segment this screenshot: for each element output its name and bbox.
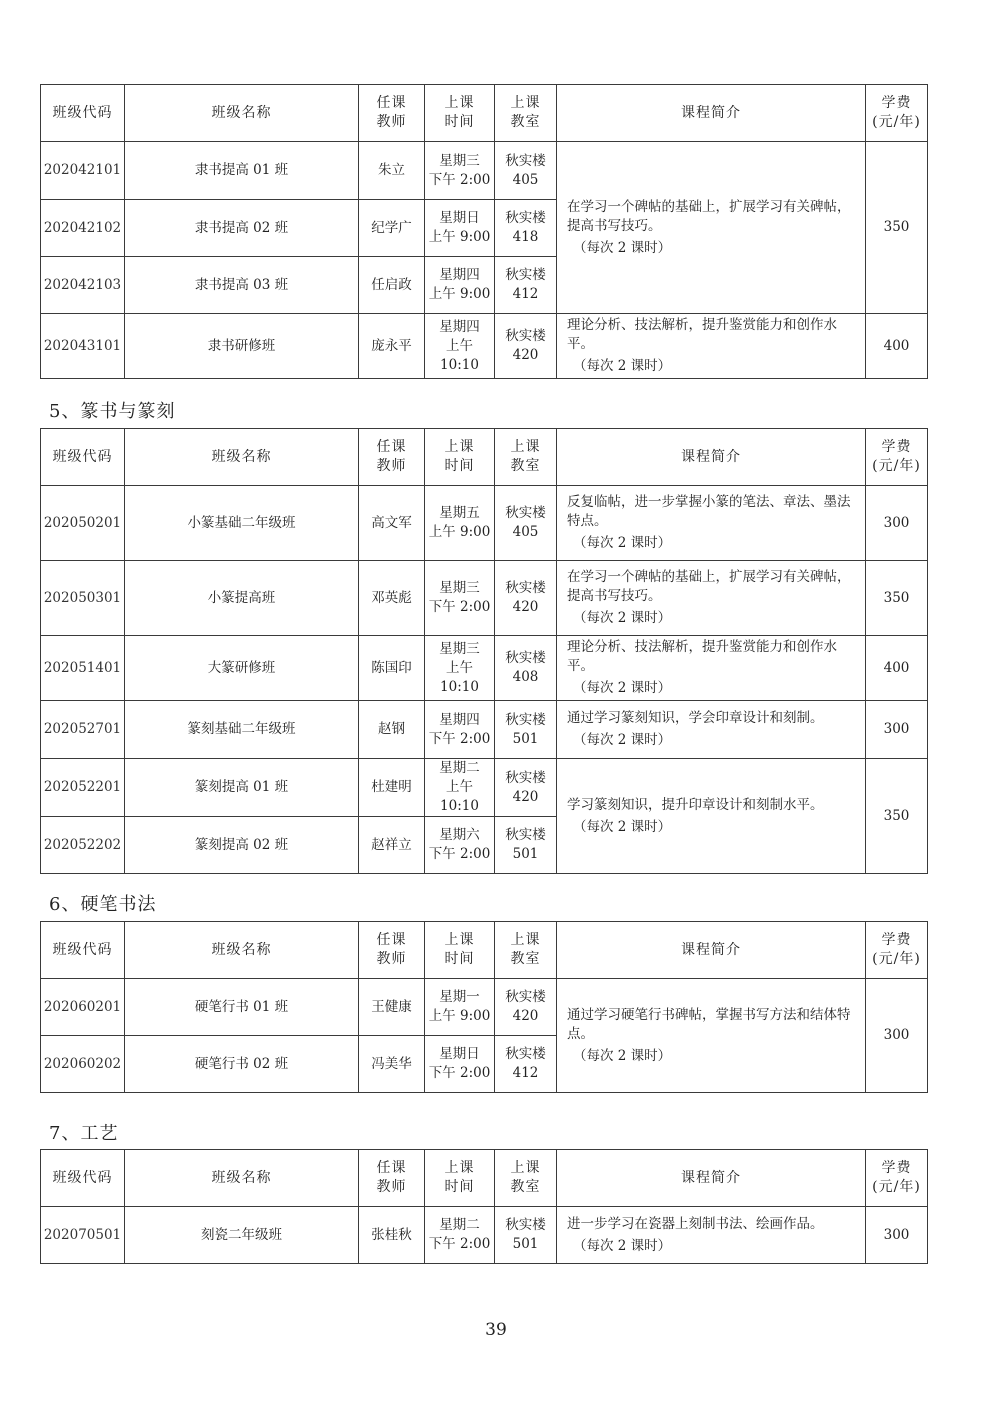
teacher: 高文军 <box>359 486 425 561</box>
teacher: 庞永平 <box>359 314 425 379</box>
class-time: 星期六 下午 2:00 <box>425 817 495 874</box>
header-room: 上课 教室 <box>495 1150 557 1207</box>
header-time: 上课 时间 <box>425 1150 495 1207</box>
table-row <box>41 142 928 200</box>
header-desc: 课程简介 <box>557 85 866 142</box>
class-code: 202042103 <box>41 257 125 314</box>
course-description: 理论分析、技法解析，提升鉴赏能力和创作水平。 （每次 2 课时） <box>557 314 866 379</box>
class-name: 大篆研修班 <box>125 636 359 701</box>
class-name: 隶书研修班 <box>125 314 359 379</box>
table-gongyi <box>40 1149 928 1264</box>
class-code: 202052202 <box>41 817 125 874</box>
header-fee: 学费 (元/年) <box>866 85 928 142</box>
header-teacher: 任课 教师 <box>359 85 425 142</box>
teacher: 冯美华 <box>359 1036 425 1093</box>
course-description: 反复临帖，进一步掌握小篆的笔法、章法、墨法特点。 （每次 2 课时） <box>557 486 866 561</box>
header-name: 班级名称 <box>125 922 359 979</box>
class-name: 小篆基础二年级班 <box>125 486 359 561</box>
table-yingbi <box>40 921 928 1093</box>
teacher: 张桂秋 <box>359 1207 425 1264</box>
header-desc: 课程简介 <box>557 429 866 486</box>
course-description: 学习篆刻知识，提升印章设计和刻制水平。 （每次 2 课时） <box>557 759 866 874</box>
class-name: 篆刻提高 01 班 <box>125 759 359 817</box>
tuition-fee: 300 <box>866 1207 928 1264</box>
class-code: 202042102 <box>41 200 125 257</box>
header-code: 班级代码 <box>41 429 125 486</box>
class-name: 小篆提高班 <box>125 561 359 636</box>
course-description: 在学习一个碑帖的基础上，扩展学习有关碑帖，提高书写技巧。 （每次 2 课时） <box>557 561 866 636</box>
class-time: 星期四 上午 9:00 <box>425 257 495 314</box>
class-time: 星期五 上午 9:00 <box>425 486 495 561</box>
table-lishu <box>40 84 928 379</box>
header-room: 上课 教室 <box>495 922 557 979</box>
header-code: 班级代码 <box>41 922 125 979</box>
header-time: 上课 时间 <box>425 922 495 979</box>
class-name: 篆刻基础二年级班 <box>125 701 359 759</box>
table-row <box>41 561 928 636</box>
classroom: 秋实楼 420 <box>495 314 557 379</box>
header-fee: 学费 (元/年) <box>866 429 928 486</box>
classroom: 秋实楼 501 <box>495 1207 557 1264</box>
table-row <box>41 759 928 817</box>
header-name: 班级名称 <box>125 85 359 142</box>
table-row <box>41 314 928 379</box>
header-code: 班级代码 <box>41 85 125 142</box>
class-code: 202070501 <box>41 1207 125 1264</box>
table-header-row <box>41 1150 928 1207</box>
course-description: 理论分析、技法解析，提升鉴赏能力和创作水平。 （每次 2 课时） <box>557 636 866 701</box>
course-description: 进一步学习在瓷器上刻制书法、绘画作品。 （每次 2 课时） <box>557 1207 866 1264</box>
teacher: 杜建明 <box>359 759 425 817</box>
tuition-fee: 400 <box>866 314 928 379</box>
teacher: 王健康 <box>359 979 425 1036</box>
table-row <box>41 636 928 701</box>
table-header-row <box>41 85 928 142</box>
tuition-fee: 350 <box>866 759 928 874</box>
classroom: 秋实楼 420 <box>495 759 557 817</box>
teacher: 赵祥立 <box>359 817 425 874</box>
class-name: 刻瓷二年级班 <box>125 1207 359 1264</box>
table-zhuanshu <box>40 428 928 874</box>
header-desc: 课程简介 <box>557 922 866 979</box>
class-time: 星期一 上午 9:00 <box>425 979 495 1036</box>
class-time: 星期日 上午 9:00 <box>425 200 495 257</box>
class-time: 星期三 下午 2:00 <box>425 142 495 200</box>
class-code: 202043101 <box>41 314 125 379</box>
tuition-fee: 300 <box>866 979 928 1093</box>
table-row <box>41 1207 928 1264</box>
class-time: 星期三 上午 10:10 <box>425 636 495 701</box>
tuition-fee: 400 <box>866 636 928 701</box>
class-name: 硬笔行书 02 班 <box>125 1036 359 1093</box>
header-teacher: 任课 教师 <box>359 922 425 979</box>
table-row <box>41 701 928 759</box>
class-time: 星期四 下午 2:00 <box>425 701 495 759</box>
page-number: 39 <box>485 1320 507 1340</box>
class-time: 星期二 下午 2:00 <box>425 1207 495 1264</box>
class-name: 隶书提高 02 班 <box>125 200 359 257</box>
tuition-fee: 350 <box>866 142 928 314</box>
classroom: 秋实楼 420 <box>495 561 557 636</box>
tuition-fee: 350 <box>866 561 928 636</box>
section-title: 5、篆书与篆刻 <box>49 401 176 422</box>
class-time: 星期三 下午 2:00 <box>425 561 495 636</box>
table-header-row <box>41 429 928 486</box>
header-desc: 课程简介 <box>557 1150 866 1207</box>
class-code: 202052701 <box>41 701 125 759</box>
header-name: 班级名称 <box>125 429 359 486</box>
class-code: 202050301 <box>41 561 125 636</box>
class-name: 篆刻提高 02 班 <box>125 817 359 874</box>
teacher: 邓英彪 <box>359 561 425 636</box>
teacher: 陈国印 <box>359 636 425 701</box>
table-header-row <box>41 922 928 979</box>
class-code: 202051401 <box>41 636 125 701</box>
teacher: 任启政 <box>359 257 425 314</box>
header-name: 班级名称 <box>125 1150 359 1207</box>
teacher: 赵钢 <box>359 701 425 759</box>
header-code: 班级代码 <box>41 1150 125 1207</box>
class-code: 202060202 <box>41 1036 125 1093</box>
class-code: 202052201 <box>41 759 125 817</box>
header-room: 上课 教室 <box>495 429 557 486</box>
header-fee: 学费 (元/年) <box>866 922 928 979</box>
teacher: 纪学广 <box>359 200 425 257</box>
class-time: 星期二 上午 10:10 <box>425 759 495 817</box>
class-code: 202042101 <box>41 142 125 200</box>
header-time: 上课 时间 <box>425 85 495 142</box>
classroom: 秋实楼 501 <box>495 817 557 874</box>
class-name: 隶书提高 03 班 <box>125 257 359 314</box>
classroom: 秋实楼 420 <box>495 979 557 1036</box>
classroom: 秋实楼 405 <box>495 142 557 200</box>
class-time: 星期四 上午 10:10 <box>425 314 495 379</box>
class-time: 星期日 下午 2:00 <box>425 1036 495 1093</box>
section-title: 7、工艺 <box>49 1123 119 1144</box>
section-title: 6、硬笔书法 <box>49 894 157 915</box>
header-time: 上课 时间 <box>425 429 495 486</box>
header-fee: 学费 (元/年) <box>866 1150 928 1207</box>
tuition-fee: 300 <box>866 701 928 759</box>
class-code: 202060201 <box>41 979 125 1036</box>
header-teacher: 任课 教师 <box>359 429 425 486</box>
table-row <box>41 486 928 561</box>
header-room: 上课 教室 <box>495 85 557 142</box>
course-description: 在学习一个碑帖的基础上，扩展学习有关碑帖，提高书写技巧。 （每次 2 课时） <box>557 142 866 314</box>
classroom: 秋实楼 501 <box>495 701 557 759</box>
course-description: 通过学习硬笔行书碑帖，掌握书写方法和结体特点。 （每次 2 课时） <box>557 979 866 1093</box>
classroom: 秋实楼 408 <box>495 636 557 701</box>
classroom: 秋实楼 412 <box>495 257 557 314</box>
class-name: 隶书提高 01 班 <box>125 142 359 200</box>
tuition-fee: 300 <box>866 486 928 561</box>
header-teacher: 任课 教师 <box>359 1150 425 1207</box>
class-name: 硬笔行书 01 班 <box>125 979 359 1036</box>
course-description: 通过学习篆刻知识，学会印章设计和刻制。 （每次 2 课时） <box>557 701 866 759</box>
class-code: 202050201 <box>41 486 125 561</box>
classroom: 秋实楼 418 <box>495 200 557 257</box>
classroom: 秋实楼 405 <box>495 486 557 561</box>
table-row <box>41 979 928 1036</box>
classroom: 秋实楼 412 <box>495 1036 557 1093</box>
teacher: 朱立 <box>359 142 425 200</box>
